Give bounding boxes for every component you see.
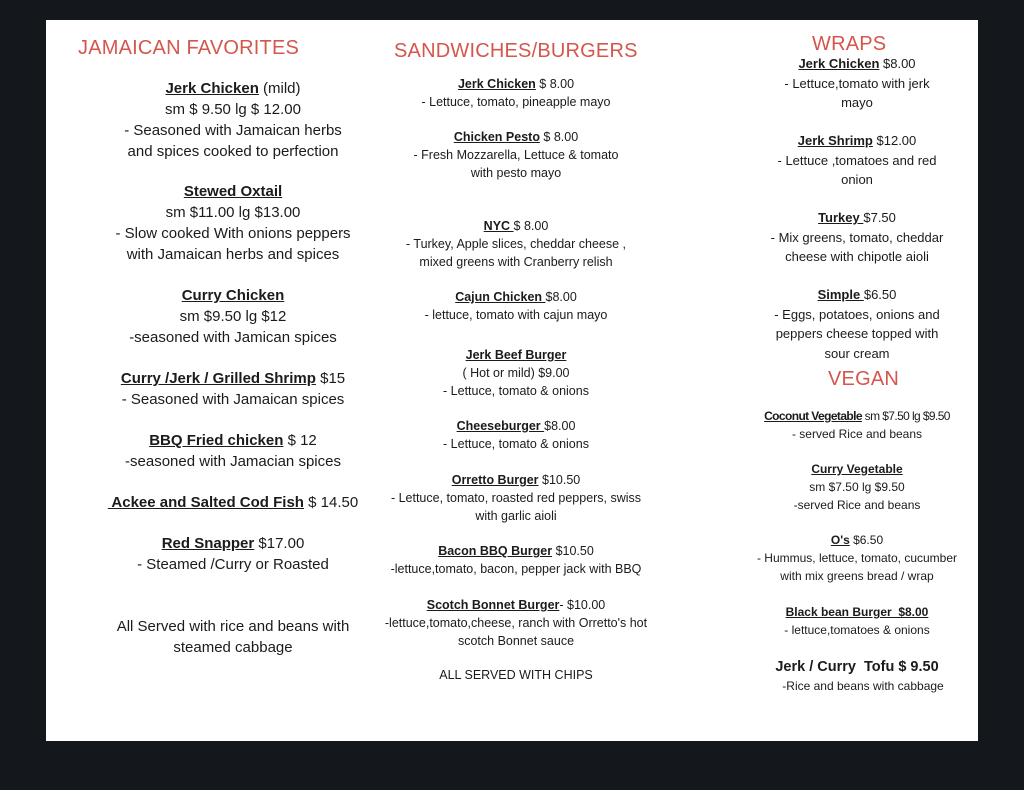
item-name: BBQ Fried chicken — [149, 432, 284, 449]
item-name: Cajun Chicken — [455, 290, 546, 304]
item-suffix: $15 — [315, 370, 346, 387]
item-name: Cheeseburger — [456, 419, 545, 433]
sandwiches-burgers-heading: SANDWICHES/BURGERS — [394, 40, 638, 62]
item-suffix: sm $7.50 lg $9.50 — [861, 409, 950, 423]
item-price: sm $ 9.50 lg $ 12.00 — [165, 101, 301, 118]
item-suffix: $12.00 — [872, 133, 917, 148]
menu-page — [46, 20, 978, 741]
item-desc: -Rice and beans with cabbage — [782, 679, 944, 693]
menu-item — [356, 542, 676, 578]
item-desc: - Lettuce, tomato, pineapple mayo — [421, 95, 611, 109]
menu-item — [736, 603, 978, 639]
menu-item — [356, 596, 676, 650]
item-desc: - Turkey, Apple slices, cheddar cheese , — [405, 237, 627, 251]
menu-item — [356, 288, 676, 324]
item-desc: - Hummus, lettuce, tomato, cucumber — [756, 551, 958, 565]
item-name: Scotch Bonnet Burger — [426, 598, 560, 612]
item-suffix: $6.50 — [863, 287, 897, 302]
item-desc: - Slow cooked With onions peppers — [115, 225, 351, 242]
menu-item — [736, 285, 978, 363]
item-desc: with garlic aioli — [475, 509, 557, 523]
item-desc: peppers cheese topped with — [775, 326, 939, 341]
item-desc: - Lettuce, tomato, roasted red peppers, swiss — [390, 491, 642, 505]
menu-item — [356, 417, 676, 453]
item-name: Ackee and Salted Cod Fish — [107, 494, 304, 511]
item-desc: sour cream — [824, 345, 890, 361]
item-suffix: $ 14.50 — [303, 494, 359, 511]
item-desc: -seasoned with Jamican spices — [129, 329, 337, 346]
item-name: Stewed Oxtail — [183, 183, 283, 200]
item-suffix: $ 8.00 — [535, 77, 575, 91]
item-suffix: $ 12 — [283, 432, 317, 449]
item-price: ( Hot or mild) $9.00 — [462, 366, 570, 380]
item-desc: scotch Bonnet sauce — [457, 634, 575, 648]
vegan-heading: VEGAN — [828, 368, 900, 390]
item-name: Curry Chicken — [181, 287, 285, 304]
item-name: Jerk Chicken — [457, 77, 536, 91]
item-name: Black bean Burger $8.00 — [785, 605, 929, 619]
menu-item — [356, 75, 676, 111]
item-desc: - Seasoned with Jamaican herbs — [124, 122, 342, 139]
menu-item — [736, 531, 978, 585]
item-desc: -lettuce,tomato, bacon, pepper jack with BBQ — [390, 562, 642, 576]
wraps-heading: WRAPS — [812, 33, 887, 55]
item-suffix: $8.00 — [879, 56, 916, 71]
sandwiches-footer — [356, 666, 676, 684]
item-suffix: $6.50 — [849, 533, 884, 547]
item-desc: - Lettuce,tomato with jerk — [784, 75, 930, 91]
item-suffix: $17.00 — [254, 535, 305, 552]
item-desc: - served Rice and beans — [791, 427, 923, 441]
item-desc: - Seasoned with Jamaican spices — [121, 391, 345, 408]
footer-line: steamed cabbage — [173, 639, 293, 656]
item-suffix: $10.50 — [552, 544, 594, 558]
item-name: Turkey — [818, 210, 864, 225]
menu-item — [356, 217, 676, 271]
menu-item — [736, 657, 978, 695]
item-desc: -seasoned with Jamacian spices — [125, 453, 341, 470]
footer-line: ALL SERVED WITH CHIPS — [439, 668, 593, 682]
item-desc: mayo — [841, 95, 873, 110]
item-desc: - lettuce, tomato with cajun mayo — [424, 308, 608, 322]
item-desc: - Lettuce, tomato & onions — [443, 384, 589, 398]
item-desc: - Fresh Mozzarella, Lettuce & tomato — [413, 148, 619, 162]
item-desc: -lettuce,tomato,cheese, ranch with Orretto's hot — [384, 616, 648, 630]
item-desc: and spices cooked to perfection — [127, 143, 339, 160]
menu-item — [356, 471, 676, 525]
item-desc: -served Rice and beans — [793, 498, 921, 512]
item-name: Jerk Beef Burger — [465, 348, 567, 362]
jamaican-favorites-heading: JAMAICAN FAVORITES — [78, 37, 300, 59]
menu-item — [356, 346, 676, 400]
footer-line: All Served with rice and beans with — [116, 618, 350, 635]
menu-item — [736, 54, 978, 113]
item-desc: - Steamed /Curry or Roasted — [137, 556, 329, 573]
item-desc: - Lettuce ,tomatoes and red — [777, 152, 937, 168]
item-desc: - Mix greens, tomato, cheddar — [770, 229, 944, 245]
item-suffix: $8.00 — [544, 419, 576, 433]
item-desc: with Jamaican herbs and spices — [126, 246, 340, 263]
item-desc: - Lettuce, tomato & onions — [443, 437, 589, 451]
item-name: Jerk Chicken — [798, 56, 880, 71]
item-suffix: $ 8.00 — [539, 130, 579, 144]
item-name: NYC — [483, 219, 514, 233]
item-name: Jerk Shrimp — [797, 133, 873, 148]
item-name: Bacon BBQ Burger — [438, 544, 553, 558]
item-name: Curry /Jerk / Grilled Shrimp — [120, 370, 316, 387]
item-price: sm $11.00 lg $13.00 — [165, 204, 301, 221]
item-suffix: $7.50 — [863, 210, 896, 225]
item-suffix: (mild) — [258, 80, 301, 97]
item-desc: mixed greens with Cranberry relish — [419, 255, 613, 269]
item-desc: - Eggs, potatoes, onions and — [774, 306, 940, 322]
item-desc: - lettuce,tomatoes & onions — [784, 623, 930, 637]
item-desc: with pesto mayo — [470, 166, 562, 180]
menu-item — [736, 460, 978, 514]
menu-item — [356, 128, 676, 182]
item-desc: with mix greens bread / wrap — [780, 569, 934, 583]
item-name: Orretto Burger — [451, 473, 539, 487]
item-suffix: $8.00 — [545, 290, 577, 304]
item-name: Chicken Pesto — [453, 130, 540, 144]
menu-item — [736, 407, 978, 443]
item-price: sm $7.50 lg $9.50 — [809, 480, 905, 494]
item-suffix: $ 8.00 — [513, 219, 549, 233]
item-name: Red Snapper — [161, 535, 255, 552]
item-desc: onion — [841, 172, 873, 187]
item-suffix: $10.50 — [538, 473, 581, 487]
menu-item — [736, 131, 978, 190]
item-name: Simple — [817, 287, 864, 302]
item-price: sm $9.50 lg $12 — [179, 308, 287, 325]
menu-item — [736, 208, 978, 267]
item-desc: cheese with chipotle aioli — [785, 249, 929, 264]
item-name: O's — [830, 533, 850, 547]
item-name: Curry Vegetable — [811, 462, 903, 476]
item-name: Jerk / Curry Tofu $ 9.50 — [775, 659, 939, 675]
item-suffix: - $10.00 — [559, 598, 606, 612]
item-name: Jerk Chicken — [165, 80, 259, 97]
item-name: Coconut Vegetable — [764, 409, 862, 423]
